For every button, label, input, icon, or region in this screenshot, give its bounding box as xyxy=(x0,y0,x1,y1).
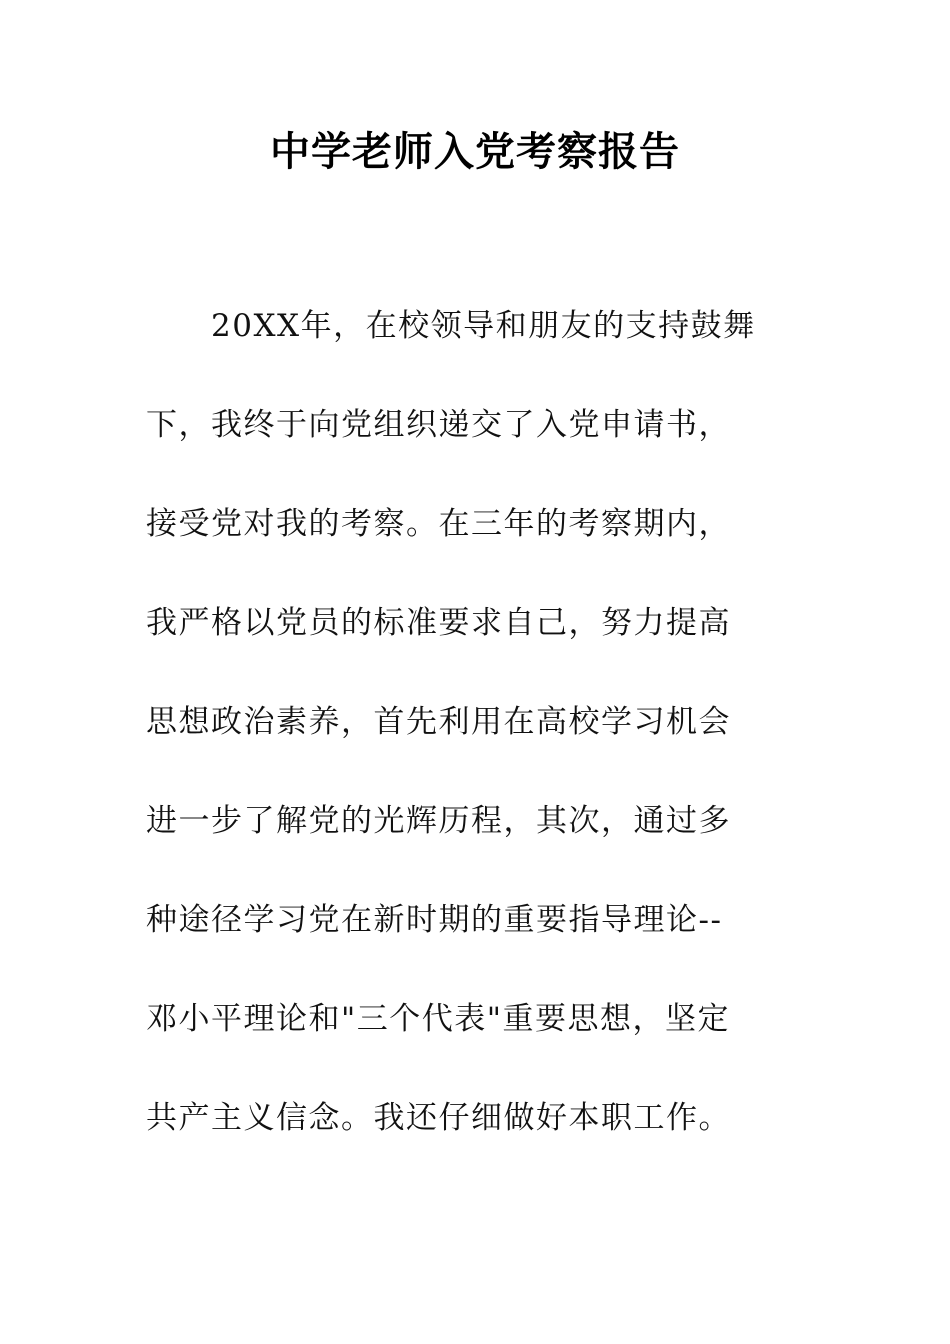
paragraph-line: 邓小平理论和"三个代表"重要思想，坚定 xyxy=(146,1001,731,1037)
paragraph-line: 共产主义信念。我还仔细做好本职工作。 xyxy=(146,1100,731,1136)
paragraph-line: 接受党对我的考察。在三年的考察期内， xyxy=(146,506,731,542)
paragraph-line: 思想政治素养，首先利用在高校学习机会 xyxy=(146,704,731,740)
paragraph-line: 种途径学习党在新时期的重要指导理论-- xyxy=(146,902,723,938)
paragraph-line: 20XX年，在校领导和朋友的支持鼓舞 xyxy=(146,308,756,344)
paragraph-line: 下，我终于向党组织递交了入党申请书， xyxy=(146,407,731,443)
paragraph-line: 我严格以党员的标准要求自己，努力提高 xyxy=(146,605,731,641)
paragraph-line: 进一步了解党的光辉历程，其次，通过多 xyxy=(146,803,731,839)
document-title: 中学老师入党考察报告 xyxy=(270,128,680,175)
